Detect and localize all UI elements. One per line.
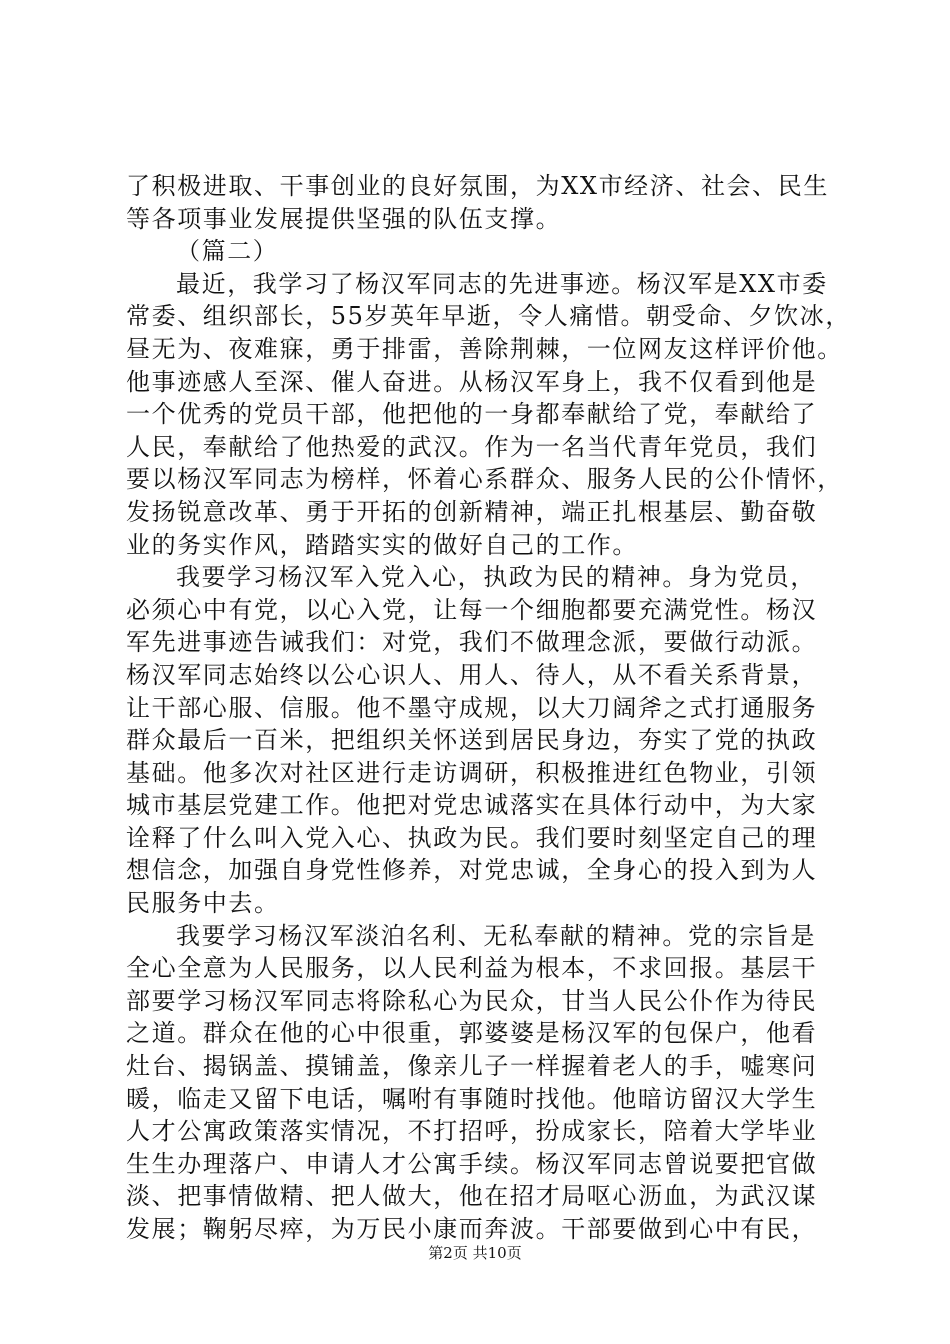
text-line: 了积极进取、干事创业的良好氛围，为XX市经济、社会、民生 (126, 172, 829, 200)
text-line: 群众最后一百米，把组织关怀送到居民身边，夯实了党的执政 (126, 726, 818, 755)
paragraph-start-line: 我要学习杨汉军入党入心，执政为民的精神。身为党员， (176, 563, 816, 592)
text-line: 暖，临走又留下电话，嘱咐有事随时找他。他暗访留汉大学生 (126, 1084, 818, 1113)
text-line: 部要学习杨汉军同志将除私心为民众，甘当人民公仆作为待民 (126, 986, 818, 1015)
section-heading: （篇二） (176, 237, 279, 266)
text-line: 之道。群众在他的心中很重，郭婆婆是杨汉军的包保户，他看 (126, 1019, 818, 1048)
text-line: 淡、把事情做精、把人做大，他在招才局呕心沥血，为武汉谋 (126, 1182, 818, 1211)
text-line: 一个优秀的党员干部，他把他的一身都奉献给了党，奉献给了 (126, 400, 818, 429)
text-line: 发展；鞠躬尽瘁，为万民小康而奔波。干部要做到心中有民， (126, 1215, 818, 1243)
paragraph-start-line: 我要学习杨汉军淡泊名利、无私奉献的精神。党的宗旨是 (176, 921, 816, 950)
text-line: 城市基层党建工作。他把对党忠诚落实在具体行动中，为大家 (126, 791, 818, 820)
text-line: 他事迹感人至深、催人奋进。从杨汉军身上，我不仅看到他是 (126, 367, 818, 396)
body-text (126, 170, 851, 1246)
text-line: 基础。他多次对社区进行走访调研，积极推进红色物业，引领 (126, 758, 818, 787)
text-line: 全心全意为人民服务，以人民利益为根本，不求回报。基层干 (126, 954, 818, 983)
text-line: 生生办理落户、申请人才公寓手续。杨汉军同志曾说要把官做 (126, 1149, 818, 1178)
text-line: 昼无为、夜难寐，勇于排雷，善除荆棘，一位网友这样评价他。 (126, 334, 843, 363)
text-line: 人才公寓政策落实情况，不打招呼，扮成家长，陪着大学毕业 (126, 1117, 818, 1146)
text-line: 业的务实作风，踏踏实实的做好自己的工作。 (126, 530, 638, 559)
text-line: 诠释了什么叫入党入心、执政为民。我们要时刻坚定自己的理 (126, 823, 818, 852)
text-line: 常委、组织部长，55岁英年早逝，令人痛惜。朝受命、夕饮冰， (126, 302, 851, 331)
text-line: 杨汉军同志始终以公心识人、用人、待人，从不看关系背景， (126, 660, 818, 689)
text-line: 人民，奉献给了他热爱的武汉。作为一名当代青年党员，我们 (126, 432, 818, 461)
page-number-label: 第2页 共10页 (428, 1244, 522, 1262)
text-line: 发扬锐意改革、勇于开拓的创新精神，端正扎根基层、勤奋敬 (126, 497, 818, 526)
text-line: 想信念，加强自身党性修养，对党忠诚，全身心的投入到为人 (126, 856, 818, 885)
text-line: 等各项事业发展提供坚强的队伍支撑。 (126, 204, 562, 233)
text-line: 让干部心服、信服。他不墨守成规，以大刀阔斧之式打通服务 (126, 693, 818, 722)
paragraph-start-line: 最近，我学习了杨汉军同志的先进事迹。杨汉军是XX市委 (176, 269, 828, 298)
text-line: 军先进事迹告诫我们：对党，我们不做理念派，要做行动派。 (126, 628, 818, 657)
text-line: 必须心中有党，以心入党，让每一个细胞都要充满党性。杨汉 (126, 595, 818, 624)
text-line: 灶台、揭锅盖、摸铺盖，像亲儿子一样握着老人的手，嘘寒问 (126, 1052, 818, 1081)
text-line: 民服务中去。 (126, 889, 280, 918)
page-footer (0, 1243, 950, 1263)
text-line: 要以杨汉军同志为榜样，怀着心系群众、服务人民的公仆情怀， (126, 465, 843, 494)
